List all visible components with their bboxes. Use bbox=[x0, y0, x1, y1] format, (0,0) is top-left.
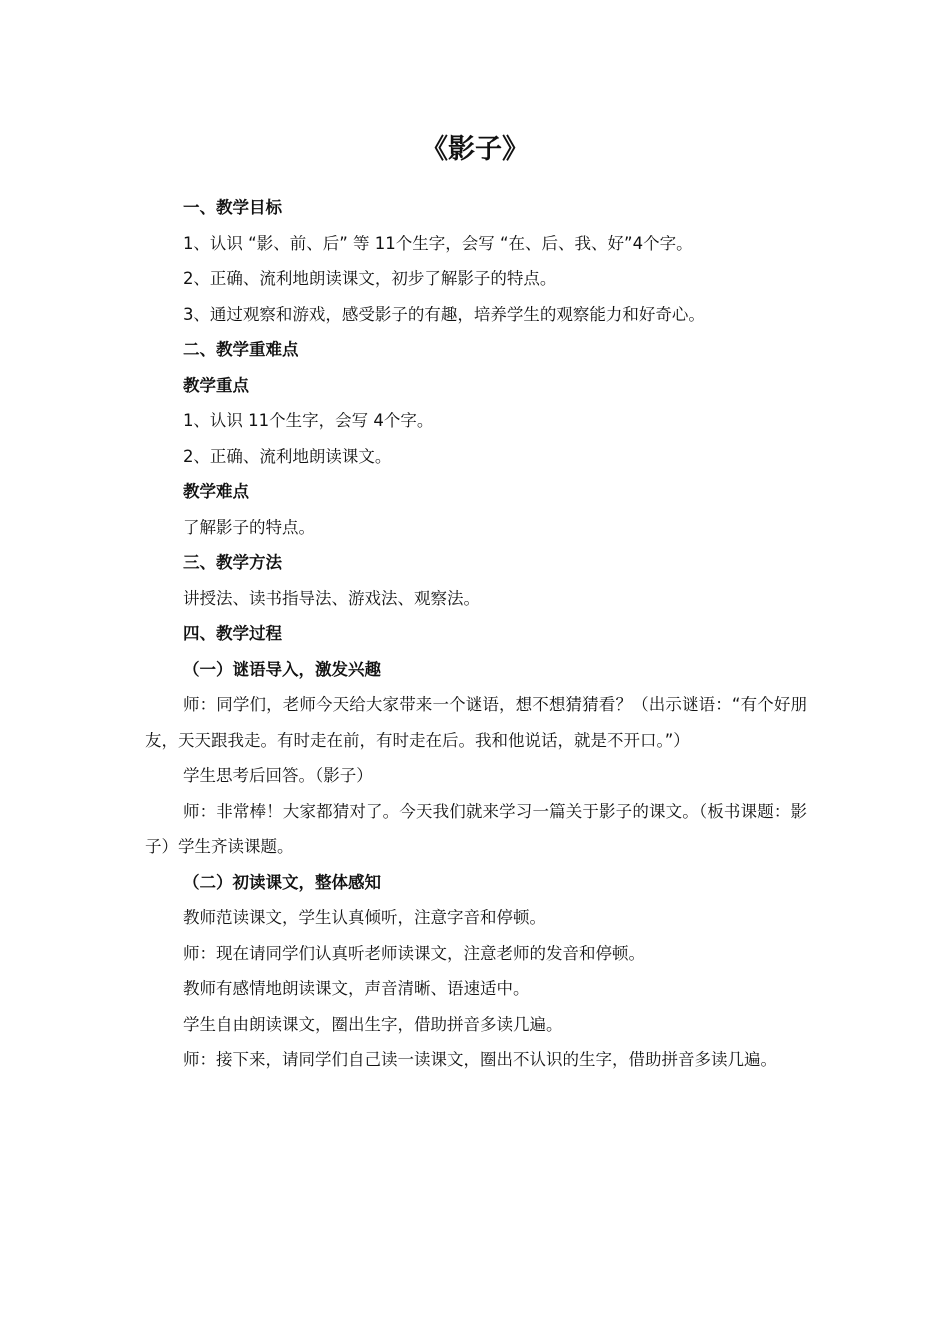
document-body bbox=[145, 190, 807, 1078]
section-heading-key-points: 二、教学重难点 bbox=[182, 340, 299, 359]
paragraph: 师：现在请同学们认真听老师读课文，注意老师的发音和停顿。 bbox=[182, 943, 645, 963]
paragraph: 1、认识 11个生字，会写 4个字。 bbox=[182, 411, 434, 430]
paragraph: 学生自由朗读课文，圈出生字，借助拼音多读几遍。 bbox=[182, 1014, 563, 1034]
paragraph: 3、通过观察和游戏，感受影子的有趣，培养学生的观察能力和好奇心。 bbox=[182, 304, 705, 324]
section-heading-methods: 三、教学方法 bbox=[182, 553, 282, 572]
paragraph: 教师范读课文，学生认真倾听，注意字音和停顿。 bbox=[182, 908, 546, 927]
subheading-difficulty: 教学难点 bbox=[182, 482, 249, 501]
paragraph: 2、正确、流利地朗读课文，初步了解影子的特点。 bbox=[182, 269, 557, 288]
subheading-riddle-intro: （一）谜语导入，激发兴趣 bbox=[182, 659, 381, 679]
paragraph: 师：接下来，请同学们自己读一读课文，圈出不认识的生字，借助拼音多读几遍。 bbox=[182, 1050, 777, 1069]
paragraph: 了解影子的特点。 bbox=[182, 517, 315, 537]
paragraph: 师：同学们，老师今天给大家带来一个谜语，想不想猜猜看？（出示谜语：“有个好朋友，天天跟我走。有时走在前，有时走在后。我和他说话，就是不开口。”） bbox=[145, 695, 807, 750]
paragraph: 2、正确、流利地朗读课文。 bbox=[182, 446, 392, 466]
section-heading-process: 四、教学过程 bbox=[182, 624, 282, 643]
paragraph: 教师有感情地朗读课文，声音清晰、语速适中。 bbox=[182, 979, 530, 998]
subheading-first-reading: （二）初读课文，整体感知 bbox=[182, 872, 381, 892]
section-heading-objectives: 一、教学目标 bbox=[182, 198, 282, 217]
paragraph: 师：非常棒！大家都猜对了。今天我们就来学习一篇关于影子的课文。（板书课题：影子）学生齐读课题。 bbox=[145, 801, 807, 856]
paragraph: 学生思考后回答。（影子） bbox=[182, 766, 373, 785]
subheading-key-point: 教学重点 bbox=[182, 375, 249, 395]
document-title: 《影子》 bbox=[421, 134, 529, 165]
paragraph: 讲授法、读书指导法、游戏法、观察法。 bbox=[182, 588, 480, 608]
paragraph: 1、认识 “影、前、后” 等 11个生字，会写 “在、后、我、好”4个字。 bbox=[182, 233, 693, 253]
